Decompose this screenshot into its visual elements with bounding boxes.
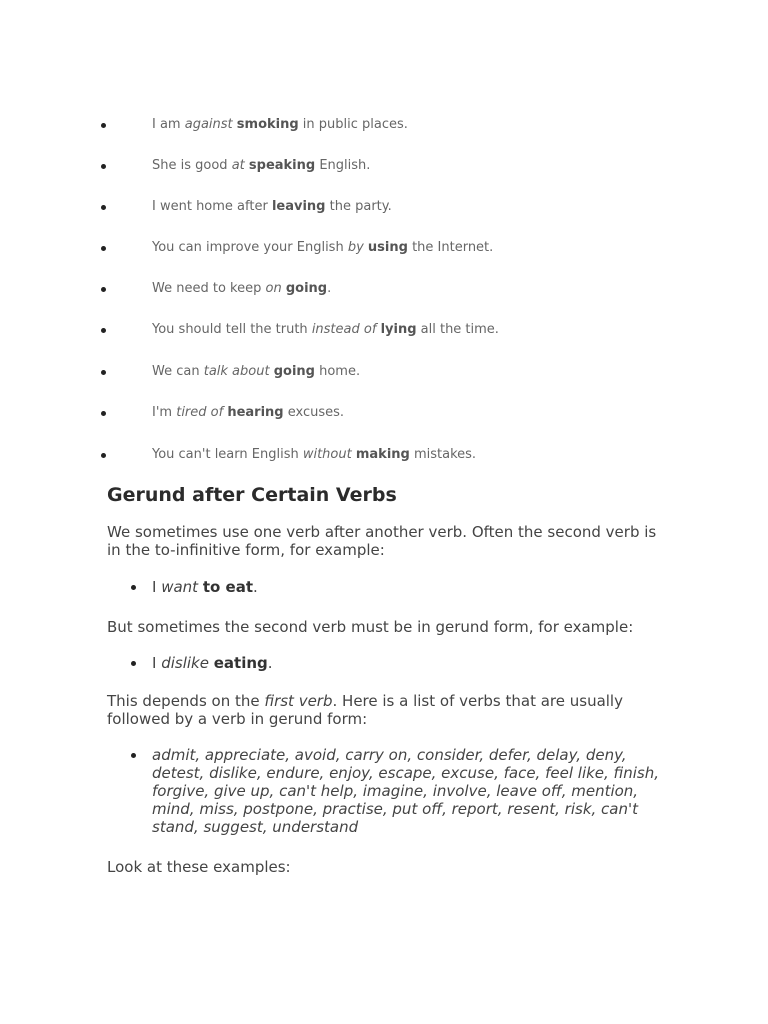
- example-sentence: I went home after leaving the party.: [152, 199, 392, 214]
- example-sentence: We need to keep on going.: [152, 281, 332, 296]
- example-sentence: I am against smoking in public places.: [152, 117, 408, 132]
- bullet-icon: [101, 328, 106, 333]
- list-item: [0, 404, 768, 424]
- example-sentence: You can't learn English without making mistakes.: [152, 447, 477, 462]
- list-item: [0, 116, 768, 136]
- bullet-icon: [101, 287, 106, 292]
- bullet-icon: [101, 453, 106, 458]
- intro-paragraph: We sometimes use one verb after another verb. Often the second verb is in the to-infinitive form, for example:: [107, 523, 657, 559]
- look-paragraph: Look at these examples:: [107, 858, 291, 876]
- bullet-icon: [101, 164, 106, 169]
- verb-list: admit, appreciate, avoid, carry on, consider, defer, delay, deny, detest, dislike, endure, enjoy, escape, excuse, face, feel like, finish, forgive, give up, can't help, imagine, involve, leave off, mention, mind, miss, postpone, practise, put off, report, resent, risk, can't stand, suggest, understand: [107, 746, 667, 836]
- gerund-section: [107, 482, 667, 876]
- list-item: [0, 198, 768, 218]
- bullet-icon: [101, 246, 106, 251]
- example-dislike: I dislike eating.: [107, 654, 667, 672]
- example-sentence: You can improve your English by using the Internet.: [152, 240, 494, 255]
- gerund-paragraph: But sometimes the second verb must be in gerund form, for example:: [107, 618, 634, 636]
- depends-paragraph: This depends on the first verb. Here is a list of verbs that are usually followed by a verb in gerund form:: [107, 692, 623, 728]
- bullet-icon: [101, 370, 106, 375]
- example-sentence: We can talk about going home.: [152, 364, 361, 379]
- list-item: [0, 321, 768, 341]
- list-item: [0, 280, 768, 300]
- bullet-icon: [101, 205, 106, 210]
- list-item: [0, 446, 768, 466]
- list-item: [0, 157, 768, 177]
- bullet-icon: [101, 411, 106, 416]
- example-sentence: You should tell the truth instead of lying all the time.: [152, 322, 499, 337]
- list-item: [0, 239, 768, 259]
- example-sentence: She is good at speaking English.: [152, 158, 371, 173]
- example-sentence: I'm tired of hearing excuses.: [152, 405, 345, 420]
- list-item: [0, 363, 768, 383]
- section-title: Gerund after Certain Verbs: [107, 484, 397, 506]
- bullet-icon: [101, 123, 106, 128]
- example-want: I want to eat.: [107, 578, 667, 596]
